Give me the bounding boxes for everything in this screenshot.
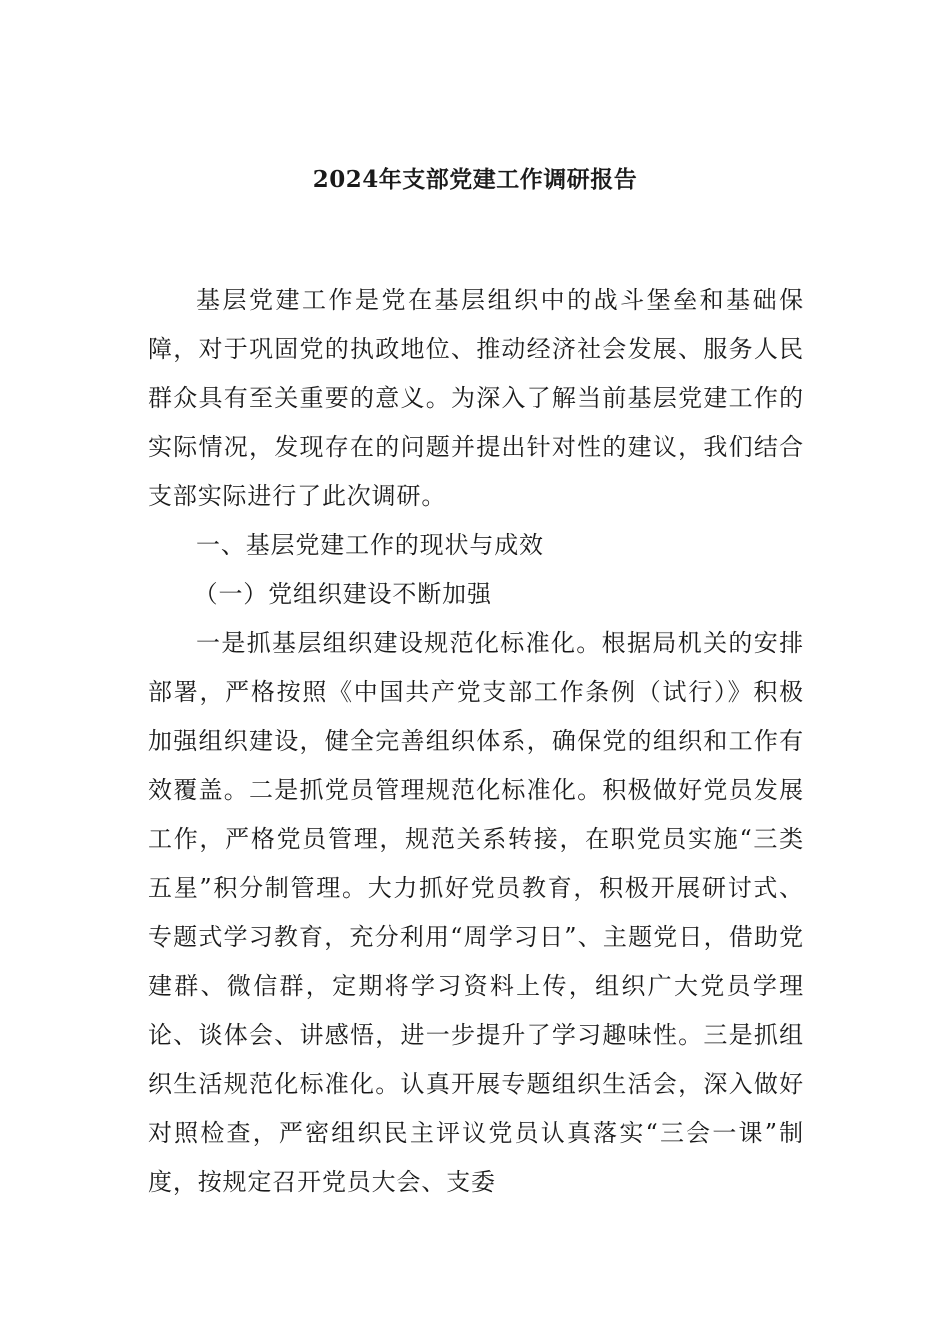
document-title: 2024年支部党建工作调研报告 bbox=[312, 166, 638, 193]
subsection-heading: （一）党组织建设不断加强 bbox=[193, 580, 492, 608]
document-body bbox=[148, 276, 804, 1207]
section-heading: 一、基层党建工作的现状与成效 bbox=[196, 531, 544, 559]
subsection-paragraph: 一是抓基层组织建设规范化标准化。根据局机关的安排部署，严格按照《中国共产党支部工作条例（试行）》积极加强组织建设，健全完善组织体系，确保党的组织和工作有效覆盖。二是抓党员管理规范化标准化。积极做好党员发展工作，严格党员管理，规范关系转接，在职党员实施“三类五星”积分制管理。大力抓好党员教育，积极开展研讨式、专题式学习教育，充分利用“周学习日”、主题党日，借助党建群、微信群，定期将学习资料上传，组织广大党员学理论、谈体会、讲感悟，进一步提升了学习趣味性。三是抓组织生活规范化标准化。认真开展专题组织生活会，深入做好对照检查，严密组织民主评议党员认真落实“三会一课”制度，按规定召开党员大会、支委 bbox=[148, 629, 804, 1196]
intro-paragraph: 基层党建工作是党在基层组织中的战斗堡垒和基础保障，对于巩固党的执政地位、推动经济社会发展、服务人民群众具有至关重要的意义。为深入了解当前基层党建工作的实际情况，发现存在的问题并提出针对性的建议，我们结合支部实际进行了此次调研。 bbox=[148, 286, 804, 510]
